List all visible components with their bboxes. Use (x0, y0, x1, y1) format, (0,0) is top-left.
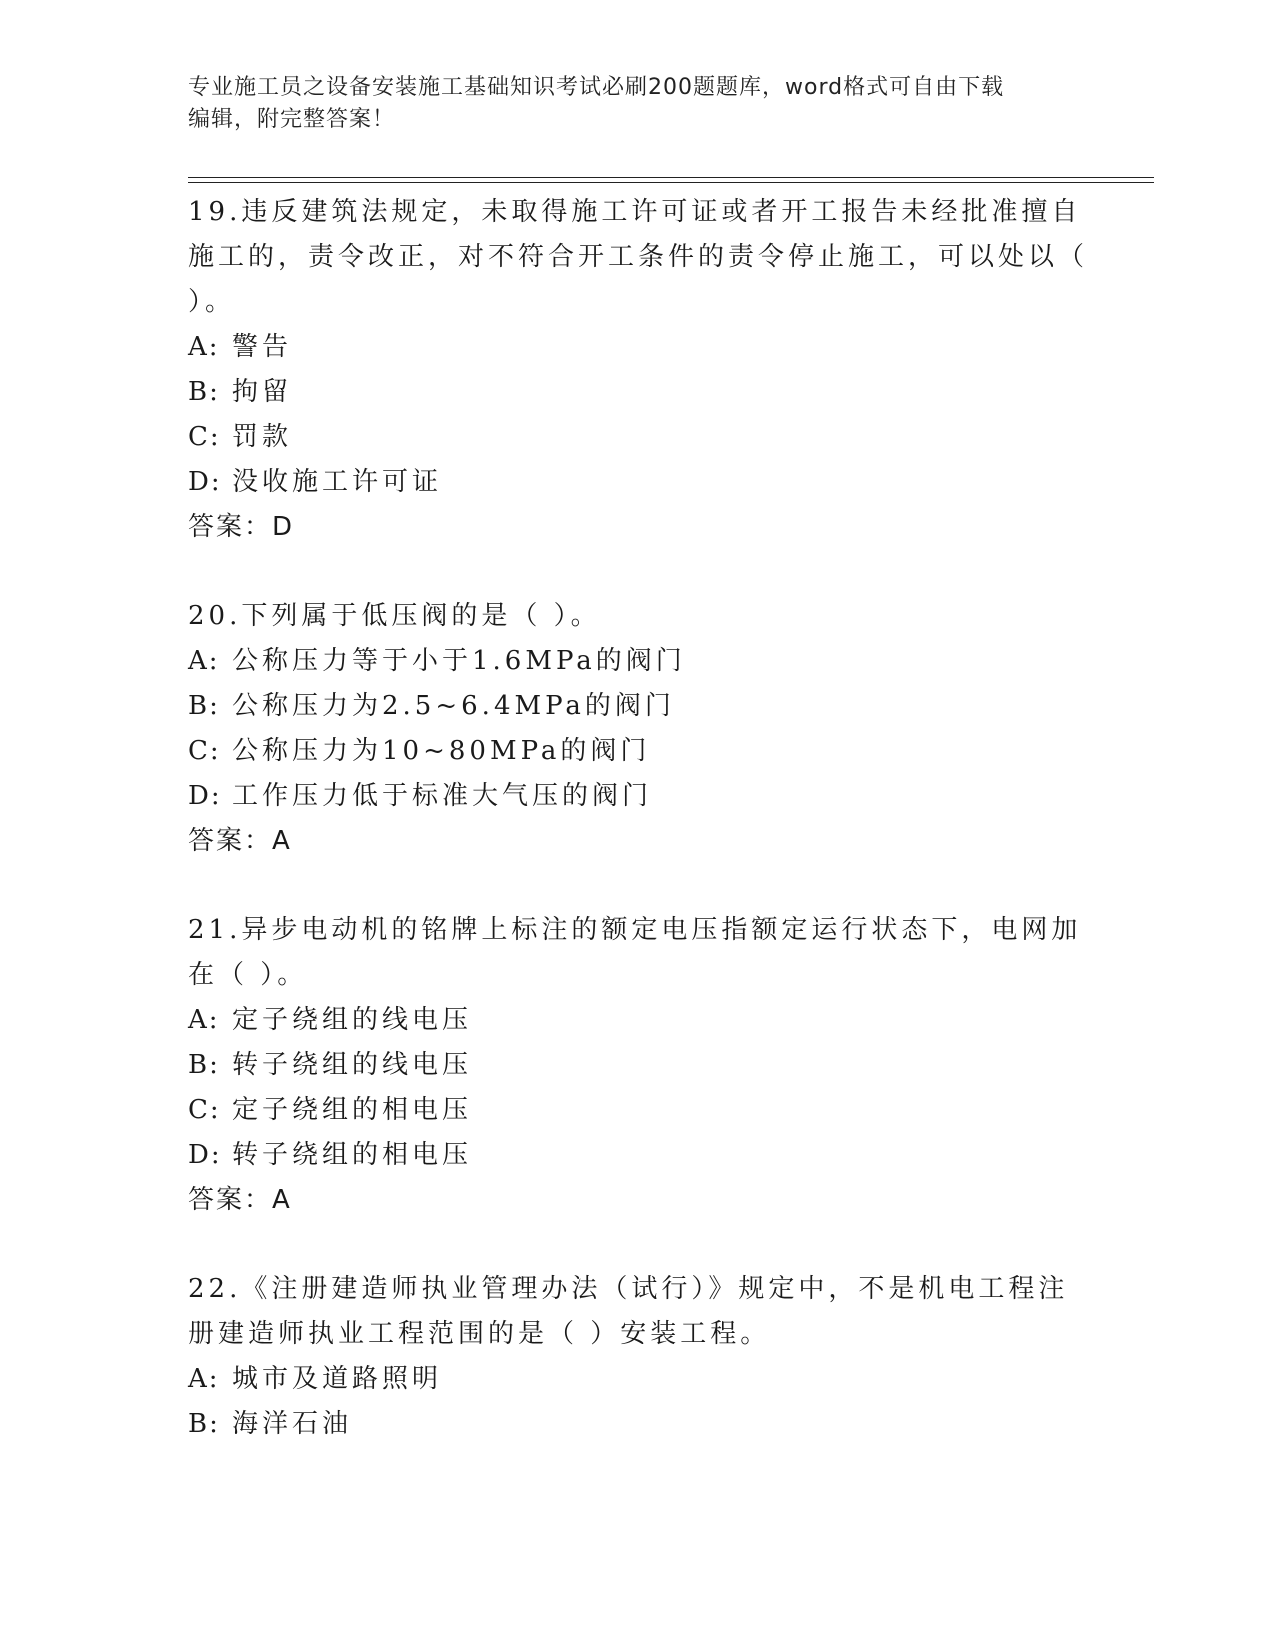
option-d (188, 460, 1088, 505)
option-text: 拘留 (232, 377, 293, 407)
option-text: 公称压力为2.5~6.4MPa的阀门 (232, 691, 675, 721)
question-20 (188, 594, 1088, 864)
option-text: 定子绕组的线电压 (232, 1005, 473, 1035)
answer-label: 答案：A (188, 1185, 292, 1215)
header-divider-bottom (188, 182, 1154, 183)
question-21 (188, 908, 1088, 1223)
header-title-line1: 专业施工员之设备安装施工基础知识考试必刷200题题库，word格式可自由下载 (188, 75, 1005, 100)
question-stem: 21.异步电动机的铭牌上标注的额定电压指额定运行状态下，电网加在（ ）。 (188, 915, 1082, 990)
option-c (188, 1088, 1088, 1133)
option-text: 工作压力低于标准大气压的阀门 (232, 781, 653, 811)
document-header (188, 72, 1068, 136)
answer-label: 答案：A (188, 826, 292, 856)
option-letter: A: (188, 332, 220, 362)
option-letter: B: (188, 1409, 220, 1439)
option-text: 罚款 (232, 422, 293, 452)
option-text: 公称压力等于小于1.6MPa的阀门 (232, 646, 686, 676)
option-letter: B: (188, 691, 220, 721)
question-stem: 22.《注册建造师执业管理办法（试行）》规定中，不是机电工程注册建造师执业工程范围的是（ ）安装工程。 (188, 1274, 1069, 1349)
header-title-line2: 编辑，附完整答案！ (188, 107, 396, 132)
option-letter: D: (188, 1140, 222, 1170)
option-letter: A: (188, 646, 220, 676)
option-a (188, 1357, 1088, 1402)
option-letter: C: (188, 1095, 221, 1125)
header-divider-top (188, 177, 1154, 178)
option-a (188, 639, 1088, 684)
option-text: 城市及道路照明 (232, 1364, 443, 1394)
answer-label: 答案：D (188, 512, 295, 542)
option-text: 海洋石油 (232, 1409, 353, 1439)
option-letter: C: (188, 736, 221, 766)
option-a (188, 998, 1088, 1043)
option-text: 转子绕组的相电压 (232, 1140, 473, 1170)
option-c (188, 415, 1088, 460)
option-text: 定子绕组的相电压 (232, 1095, 473, 1125)
option-text: 警告 (232, 332, 293, 362)
question-19 (188, 190, 1101, 550)
option-letter: A: (188, 1005, 220, 1035)
option-d (188, 774, 1088, 819)
option-letter: B: (188, 1050, 220, 1080)
option-c (188, 729, 1088, 774)
question-list (188, 190, 1101, 1491)
option-letter: D: (188, 781, 222, 811)
option-b (188, 370, 1088, 415)
option-text: 公称压力为10~80MPa的阀门 (232, 736, 651, 766)
question-stem: 19.违反建筑法规定，未取得施工许可证或者开工报告未经批准擅自施工的，责令改正，对不符合开工条件的责令停止施工，可以处以（ ）。 (188, 197, 1101, 317)
question-stem: 20.下列属于低压阀的是（ ）。 (188, 601, 601, 631)
option-letter: C: (188, 422, 221, 452)
option-text: 没收施工许可证 (232, 467, 443, 497)
option-text: 转子绕组的线电压 (232, 1050, 473, 1080)
question-22 (188, 1267, 1088, 1447)
option-b (188, 1402, 1088, 1447)
option-a (188, 325, 1088, 370)
option-b (188, 684, 1088, 729)
option-letter: A: (188, 1364, 220, 1394)
option-letter: D: (188, 467, 222, 497)
option-b (188, 1043, 1088, 1088)
option-d (188, 1133, 1088, 1178)
option-letter: B: (188, 377, 220, 407)
